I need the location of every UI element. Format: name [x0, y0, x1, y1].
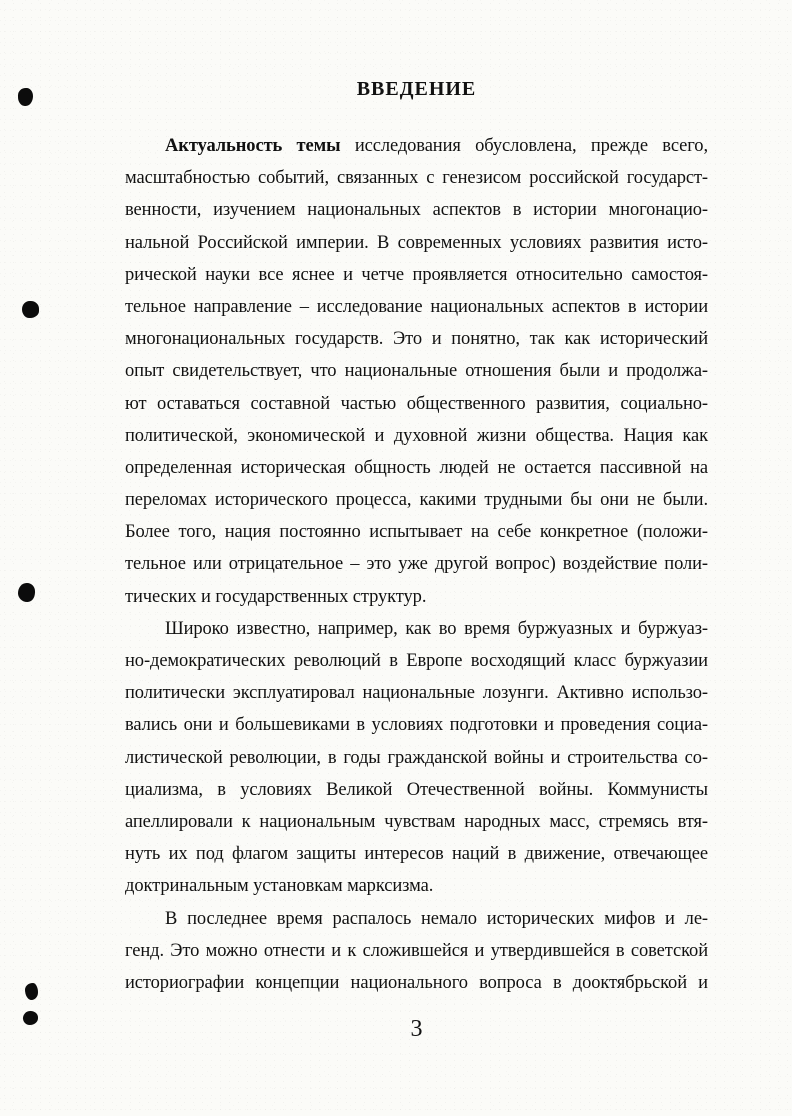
- text-line: опыт свидетельствует, что национальные отношения были и продолжа-: [125, 361, 708, 382]
- page-number: 3: [410, 1016, 423, 1042]
- text-line: вались они и большевиками в условиях подготовки и проведения социа-: [125, 715, 708, 736]
- text-line: нальной Российской империи. В современных условиях развития исто-: [125, 232, 708, 253]
- text-line: генд. Это можно отнести и к сложившейся и утвердившейся в советской: [125, 940, 708, 961]
- text-line: нуть их под флагом защиты интересов наций в движение, отвечающее: [125, 844, 708, 865]
- text-line: многонациональных государств. Это и понятно, так как исторический: [125, 329, 708, 350]
- ink-blot: [18, 88, 33, 106]
- text-line: но-демократических революций в Европе восходящий класс буржуазии: [125, 651, 708, 671]
- text-line: политически эксплуатировал национальные лозунги. Активно использо-: [125, 683, 708, 704]
- text-line: тических и государственных структур.: [125, 586, 427, 607]
- text-line: доктринальным установкам марксизма.: [125, 876, 434, 897]
- ink-blot: [18, 583, 35, 602]
- text-line: циализма, в условиях Великой Отечественной войны. Коммунисты: [125, 779, 708, 800]
- ink-blot: [25, 983, 38, 1000]
- text-line: масштабностью событий, связанных с генезисом российской государст-: [125, 168, 708, 189]
- text-line: венности, изучением национальных аспектов в истории многонацио-: [125, 200, 708, 221]
- text-line: Более того, нация постоянно испытывает на себе конкретное (положи-: [125, 522, 708, 543]
- text-line: рической науки все яснее и четче проявляется относительно самостоя-: [125, 264, 708, 285]
- paragraph: [125, 903, 708, 1000]
- text-line: историографии концепции национального вопроса в дооктябрьской и: [125, 972, 708, 993]
- text-line: определенная историческая общность людей не остается пассивной на: [125, 457, 708, 478]
- paragraph: [125, 613, 708, 903]
- ink-blot: [23, 1011, 38, 1025]
- text-line: ют оставаться составной частью общественного развития, социально-: [125, 393, 708, 414]
- text-line: Актуальность темы исследования обусловлена, прежде всего,: [165, 136, 708, 156]
- paragraph: [125, 130, 708, 613]
- text-line: тельное направление – исследование национальных аспектов в истории: [125, 296, 708, 317]
- bold-lead-text: Актуальность темы: [165, 136, 341, 156]
- text-line: политической, экономической и духовной жизни общества. Нация как: [125, 425, 708, 446]
- text-line: апеллировали к национальным чувствам народных масс, стремясь втя-: [125, 811, 708, 832]
- text-line: В последнее время распалось немало исторических мифов и ле-: [165, 908, 708, 929]
- text-line: Широко известно, например, как во время буржуазных и буржуаз-: [165, 618, 708, 639]
- text-line: листической революции, в годы гражданской войны и строительства со-: [125, 747, 708, 768]
- document-body: [125, 130, 708, 999]
- page-title: ВВЕДЕНИЕ: [356, 78, 477, 100]
- text-line: переломах исторического процесса, какими трудными бы они не были.: [125, 490, 708, 511]
- ink-blot: [22, 301, 39, 318]
- text-line: тельное или отрицательное – это уже другой вопрос) воздействие поли-: [125, 554, 708, 575]
